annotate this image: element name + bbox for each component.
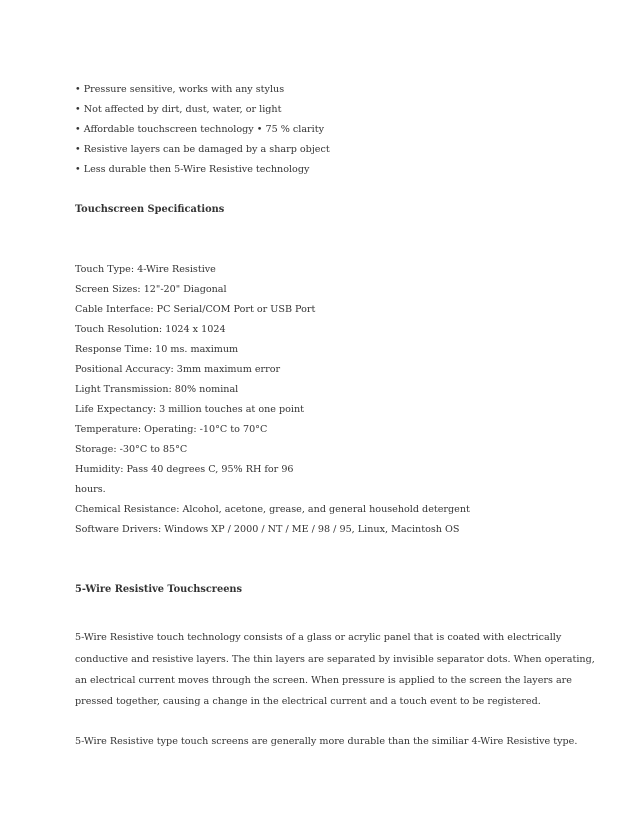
spec-line: Software Drivers: Windows XP / 2000 / NT / ME / 98 / 95, Linux, Macintosh OS	[75, 524, 460, 535]
bullet-item: • Pressure sensitive, works with any stylus	[75, 84, 285, 95]
paragraph-line: conductive and resistive layers. The thin layers are separated by invisible separator dots. When operating,	[75, 654, 595, 665]
spec-line: Screen Sizes: 12"-20" Diagonal	[75, 284, 227, 295]
paragraph-line: an electrical current moves through the screen. When pressure is applied to the screen the layers are	[75, 675, 572, 686]
spec-line: Light Transmission: 80% nominal	[75, 384, 239, 395]
spec-line: Life Expectancy: 3 million touches at one point	[75, 404, 305, 415]
bullet-item: • Resistive layers can be damaged by a sharp object	[75, 144, 330, 155]
spec-line: Touch Type: 4-Wire Resistive	[75, 264, 216, 275]
paragraph-line: pressed together, causing a change in the electrical current and a touch event to be registered.	[75, 696, 541, 707]
spec-line: Storage: -30°C to 85°C	[75, 444, 188, 455]
spec-line: Positional Accuracy: 3mm maximum error	[75, 364, 281, 375]
spec-line: Chemical Resistance: Alcohol, acetone, grease, and general household detergent	[75, 504, 470, 515]
spec-line: hours.	[75, 484, 106, 495]
bullet-item: • Affordable touchscreen technology • 75 % clarity	[75, 124, 324, 135]
spec-line: Response Time: 10 ms. maximum	[75, 344, 239, 355]
spec-line: Touch Resolution: 1024 x 1024	[75, 324, 226, 335]
bullet-item: • Not affected by dirt, dust, water, or light	[75, 104, 282, 115]
spec-heading: Touchscreen Specifications	[75, 204, 225, 215]
paragraph-line: 5-Wire Resistive touch technology consists of a glass or acrylic panel that is coated with electrically	[75, 632, 562, 643]
spec-line: Humidity: Pass 40 degrees C, 95% RH for 96	[75, 464, 294, 475]
bullet-item: • Less durable then 5-Wire Resistive technology	[75, 164, 310, 175]
section-heading: 5-Wire Resistive Touchscreens	[75, 584, 243, 595]
paragraph-line: 5-Wire Resistive type touch screens are generally more durable than the similiar 4-Wire Resistive type.	[75, 736, 578, 747]
spec-line: Temperature: Operating: -10°C to 70°C	[75, 424, 268, 435]
spec-line: Cable Interface: PC Serial/COM Port or USB Port	[75, 304, 316, 315]
